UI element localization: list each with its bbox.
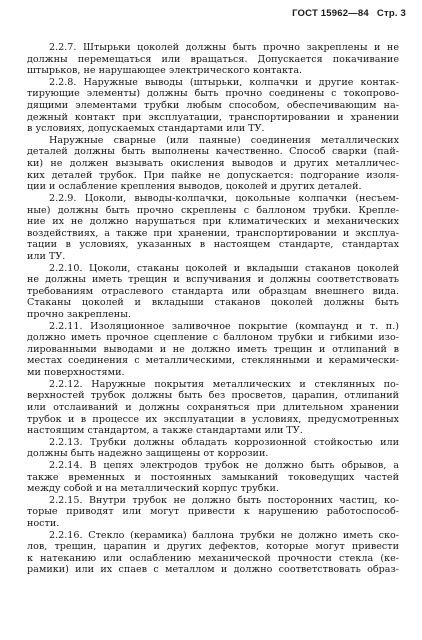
text-line: не должны иметь трещин и вспучивания и должны соответствовать [27, 274, 399, 286]
text-line: должно иметь прочное сцепление с баллоном трубки и гибкими изо- [27, 332, 399, 344]
text-line: прочно закреплены. [27, 309, 131, 321]
text-line: ких деталей трубок. При пайке не допускается: подгорание изоля- [27, 169, 399, 181]
text-line: 2.2.7. Штырьки цоколей должны быть прочно закреплены и не [49, 42, 399, 53]
text-line: тации в условиях, указанных в настоящем стандарте, стандартах [27, 239, 399, 251]
text-line: ние их не должно нарушаться при климатических и механических [27, 216, 399, 228]
text-line: 2.2.13. Трубки должны обладать коррозионной стойкостью или [49, 436, 399, 448]
text-line: верхностей трубок должны быть без просветов, царапин, отлипаний [27, 390, 399, 402]
text-line: или ТУ. [27, 250, 66, 262]
text-line: дежный контакт при эксплуатации, транспортировании и хранении [27, 111, 399, 123]
text-line: между собой и на металлический корпус трубки. [27, 483, 279, 495]
document-body [27, 42, 399, 576]
text-line: лированными выводами и не должно иметь трещин и отлипаний в [27, 343, 399, 355]
text-line: 2.2.15. Внутри трубок не должно быть посторонних частиц, ко- [49, 494, 399, 506]
text-line: тирующие элементы) должны быть прочно соединены с токопрово- [27, 88, 399, 100]
text-line: ности. [27, 517, 60, 529]
text-line: местах соединения с металлическими, стеклянными и керамически- [27, 355, 399, 367]
page-number: Стр. 3 [376, 8, 406, 19]
text-line: ции и ослабление крепления выводов, цоколей и других деталей. [27, 181, 362, 193]
text-line: ки) не должен вызывать окисления выводов и других металличес- [27, 158, 399, 170]
text-line: дящими элементами трубки любым способом, обеспечивающим на- [27, 100, 399, 112]
text-line: Стаканы цоколей и вкладыши стаканов цоколей должны быть [27, 297, 399, 309]
text-line: лов, трещин, царапин и других дефектов, которые могут привести [27, 541, 399, 553]
text-line: 2.2.12. Наружные покрытия металлических и стеклянных по- [49, 378, 399, 390]
text-line: 2.2.8. Наружные выводы (штырьки, колпачки и другие контак- [49, 76, 399, 88]
text-line: 2.2.9. Цоколи, выводы-колпачки, цокольные колпачки (несъем- [49, 192, 399, 204]
standard-number: ГОСТ 15962—84 [292, 8, 369, 19]
text-line: должны быть надежно защищены от коррозии. [27, 448, 269, 460]
text-line: 2.2.16. Стекло (керамика) баллона трубки не должно иметь ско- [49, 529, 399, 541]
text-line: настоящим стандартом, а также стандартами или ТУ. [27, 425, 303, 437]
text-line: трубок и в процессе их эксплуатации в условиях, предусмотренных [27, 413, 399, 425]
page-header [292, 8, 406, 19]
text-line: штырьков, не нарушающее электрического контакта. [27, 65, 303, 77]
text-line: в условиях, допускаемых стандартами или ТУ. [27, 123, 265, 135]
text-line: к натеканию или ослаблению механической прочности стекла (ке- [27, 552, 399, 564]
text-line: или отслаиваний и должны сохраняться при длительном хранении [27, 401, 399, 413]
text-line: 2.2.10. Цоколи, стаканы цоколей и вкладыши стаканов цоколей [49, 262, 399, 274]
text-line: деталей должны быть выполнены качественно. Способ сварки (пай- [27, 146, 399, 158]
text-line: должны перемещаться или вращаться. Допускается покачивание [27, 53, 399, 65]
text-line: ные) должны быть прочно скреплены с баллоном трубки. Крепле- [27, 204, 399, 216]
text-line: требованиям отраслевого стандарта или образцам внешнего вида. [27, 285, 399, 297]
text-line: рамики) или их спаев с металлом и должно соответствовать образ- [27, 564, 399, 576]
text-line: также временных и постоянных замыканий токоведущих частей [27, 471, 399, 483]
text-line: 2.2.14. В цепях электродов трубок не должно быть обрывов, а [49, 459, 399, 471]
text-line: торые приводят или могут привести к нарушению работоспособ- [27, 506, 399, 518]
text-line: ми поверхностями. [27, 367, 125, 379]
text-line: Наружные сварные (или паяные) соединения металлических [49, 134, 399, 146]
text-line: 2.2.11. Изоляционное заливочное покрытие (компаунд и т. п.) [49, 320, 399, 332]
text-line: воздействиях, а также при хранении, транспортировании и эксплуа- [27, 227, 399, 239]
